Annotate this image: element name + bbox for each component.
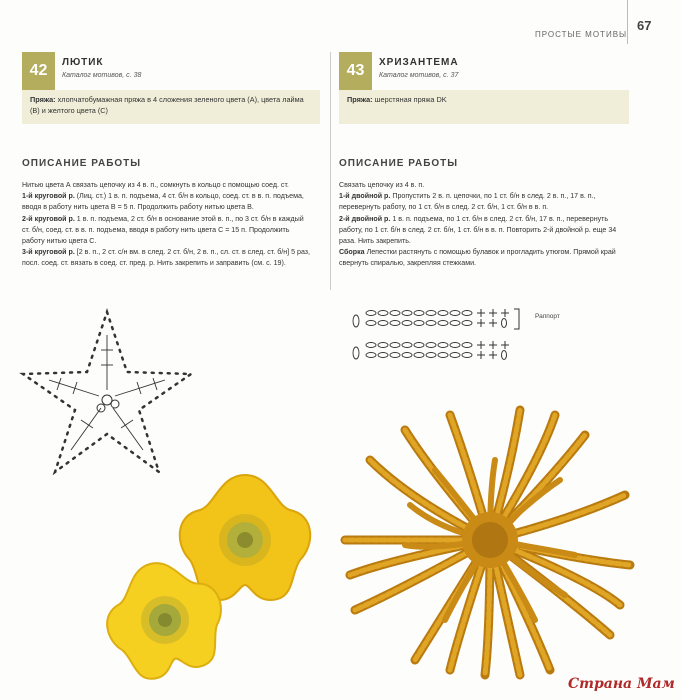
raport-label: Раппорт — [535, 313, 560, 320]
motif-number: 43 — [339, 52, 372, 90]
watermark: Страна Мам — [568, 676, 675, 692]
catalog-reference: Каталог мотивов, с. 37 — [379, 72, 459, 79]
motif-header-buttercup — [22, 52, 322, 90]
chrysanthemum-photo — [340, 395, 640, 685]
page-header — [0, 0, 681, 44]
description-title: ОПИСАНИЕ РАБОТЫ — [22, 158, 142, 169]
paragraph: 1-й круговой р. (Лиц. ст.) 1 в. п. подъема, 4 ст. б/н в кольцо, соед. ст. в в. п. подъема, вводя в работу нить цвета В = 5 п. Продолжить работу нитью цвета В. — [22, 192, 304, 212]
chrysanthemum-chart-diagram — [350, 305, 525, 375]
yarn-label: Пряжа: — [347, 95, 373, 104]
motif-number: 42 — [22, 52, 55, 90]
header-divider — [627, 0, 628, 44]
yarn-box — [22, 90, 320, 124]
paragraph: 2-й круговой р. 1 в. п. подъема, 2 ст. б/н в основание этой в. п., по 3 ст. б/н в каждый ст. б/н, соед. ст. в в. п. подъема, вводя в работу нить цвета С = 15 п. Продолжить работу нитью цвета С. — [22, 214, 304, 246]
yarn-box — [339, 90, 629, 124]
buttercup-chart-diagram — [15, 300, 200, 485]
column-divider — [330, 52, 331, 290]
motif-title: ЛЮТИК — [62, 57, 104, 68]
paragraph: Нитью цвета А связать цепочку из 4 в. п., сомкнуть в кольцо с помощью соед. ст. — [22, 181, 289, 189]
description-title: ОПИСАНИЕ РАБОТЫ — [339, 158, 459, 169]
paragraph: 3-й круговой р. [2 в. п., 2 ст. с/н вм. в след. 2 ст. б/н, 2 в. п., сл. ст. в след. ст. б/н] 5 раз, посл. соед. ст. вязать в соед. ст. пред. р. Нить закрепить и заправить (см. с. 19). — [22, 248, 311, 268]
yarn-text: хлопчатобумажная пряжа в 4 сложения зеленого цвета (А), цвета лайма (В) и желтого цвета (С) — [30, 95, 304, 115]
yarn-text: шерстяная пряжа DK — [374, 95, 447, 104]
yarn-label: Пряжа: — [30, 95, 56, 104]
description-text — [22, 180, 312, 270]
page-number: 67 — [637, 18, 652, 33]
description-text — [339, 180, 631, 270]
motif-header-chrysanthemum — [339, 52, 639, 90]
motif-title: ХРИЗАНТЕМА — [379, 57, 459, 68]
buttercup-photo — [95, 470, 315, 680]
paragraph: 2-й двойной р. 1 в. п. подъема, по 1 ст. б/н в след. 2 ст. б/н, 17 в. п., перевернуть работу, по 1 ст. б/н в след. 2 ст. б/н, 1 ст. б/н в в. п. Повторить 2-й двойной р. еще 34 раза. Нить закрепить. — [339, 214, 617, 246]
paragraph: 1-й двойной р. Пропустить 2 в. п. цепочки, по 1 ст. б/н в след. 2 в. п., 17 в. п., перевернуть работу, по 1 ст. б/н в след. 2 ст. б/н, 1 ст. б/н в в. п. — [339, 192, 596, 212]
paragraph: Связать цепочку из 4 в. п. — [339, 181, 425, 189]
paragraph: Сборка Лепестки растянуть с помощью булавок и прогладить утюгом. Прямой край свернуть спиралью, закрепляя стежками. — [339, 248, 616, 268]
section-title: ПРОСТЫЕ МОТИВЫ — [535, 30, 628, 39]
catalog-reference: Каталог мотивов, с. 38 — [62, 72, 142, 79]
